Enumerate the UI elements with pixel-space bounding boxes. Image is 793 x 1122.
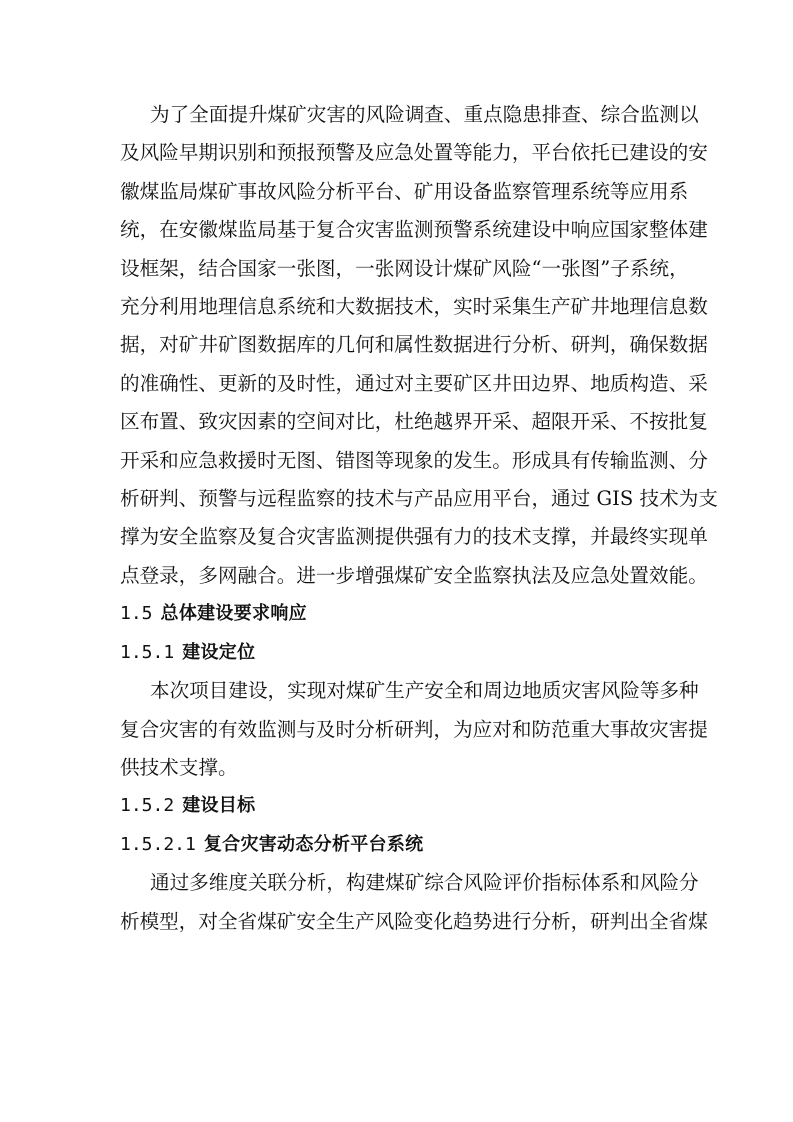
- platform-paragraph: [120, 864, 708, 941]
- text-line: 析研判、预警与远程监察的技术与产品应用平台，通过 GIS 技术为支: [120, 487, 718, 511]
- heading-1-5-1: [120, 634, 676, 672]
- heading-number: 1.5: [120, 603, 153, 625]
- heading-number: 1.5.2.1: [120, 833, 196, 855]
- text-line: 析模型，对全省煤矿安全生产风险变化趋势进行分析，研判出全省煤: [120, 909, 708, 933]
- heading-number: 1.5.2: [120, 795, 175, 817]
- text-line: 撑为安全监察及复合灾害监测提供强有力的技术支撑，并最终实现单: [120, 525, 708, 549]
- text-line: 开采和应急救援时无图、错图等现象的发生。形成具有传输监测、分: [120, 448, 708, 472]
- text-line: 及风险早期识别和预报预警及应急处置等能力，平台依托已建设的安: [120, 141, 708, 165]
- heading-title: 复合灾害动态分析平台系统: [203, 833, 424, 855]
- text-line: 充分利用地理信息系统和大数据技术，实时采集生产矿井地理信息数: [120, 295, 708, 319]
- text-line: 为了全面提升煤矿灾害的风险调查、重点隐患排查、综合监测以: [150, 103, 699, 126]
- heading-title: 总体建设要求响应: [160, 603, 307, 625]
- heading-title: 建设定位: [182, 641, 256, 663]
- text-line: 本次项目建设，实现对煤矿生产安全和周边地质灾害风险等多种: [150, 679, 699, 703]
- text-line: 据，对矿井矿图数据库的几何和属性数据进行分析、研判，确保数据: [120, 333, 708, 357]
- text-line: 通过多维度关联分析，构建煤矿综合风险评价指标体系和风险分: [150, 871, 699, 895]
- text-line: 的准确性、更新的及时性，通过对主要矿区井田边界、地质构造、采: [120, 371, 708, 395]
- heading-1-5-2-1: [120, 826, 676, 864]
- text-line: 设框架，结合国家一张图，一张网设计煤矿风险“一张图”子系统，: [120, 256, 689, 280]
- heading-1-5-2: [120, 787, 676, 825]
- heading-1-5: [120, 595, 676, 633]
- text-line: 徽煤监局煤矿事故风险分析平台、矿用设备监察管理系统等应用系: [120, 179, 689, 203]
- document-page: [120, 96, 718, 941]
- heading-title: 建设目标: [182, 795, 256, 817]
- text-line: 区布置、致灾因素的空间对比，杜绝越界开采、超限开采、不按批复: [120, 410, 708, 434]
- intro-paragraph: [120, 96, 718, 595]
- text-line: 点登录，多网融合。进一步增强煤矿安全监察执法及应急处置效能。: [120, 563, 708, 587]
- positioning-paragraph: [120, 672, 708, 787]
- text-line: 统，在安徽煤监局基于复合灾害监测预警系统建设中响应国家整体建: [120, 218, 708, 242]
- text-line: 供技术支撑。: [120, 755, 238, 779]
- text-line: 复合灾害的有效监测与及时分析研判，为应对和防范重大事故灾害提: [120, 717, 708, 741]
- heading-number: 1.5.1: [120, 641, 175, 663]
